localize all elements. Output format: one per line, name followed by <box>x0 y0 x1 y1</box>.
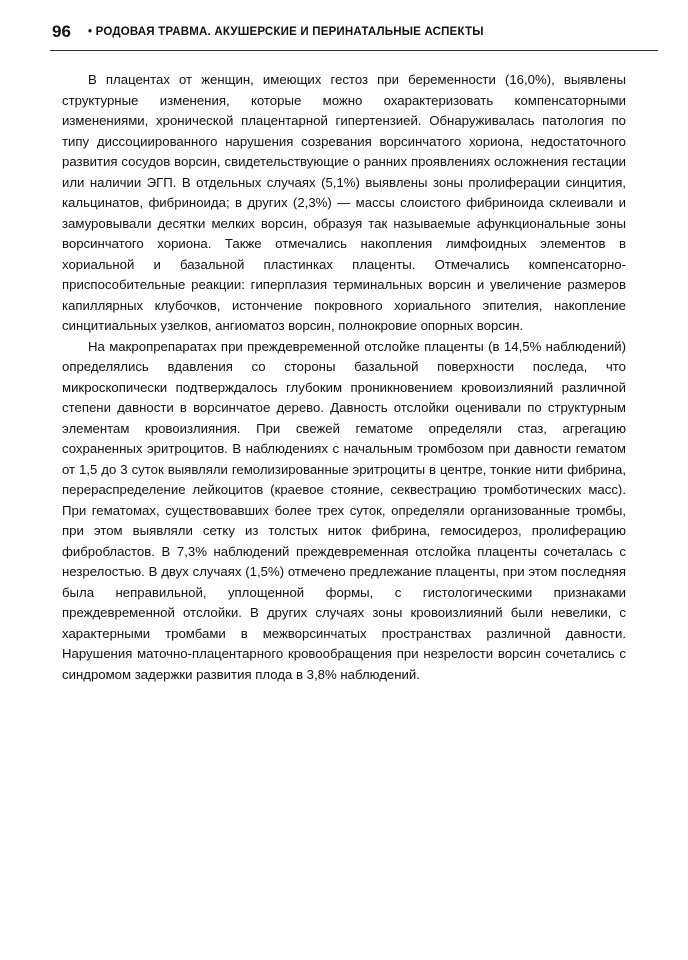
body-text <box>62 70 626 685</box>
page-number: 96 <box>52 22 71 41</box>
page-header <box>50 20 658 51</box>
paragraph-placental-abruption: На макропрепаратах при преждевременной отслойке плаценты (в 14,5% наблюдений) определялись вдавления со стороны базальной поверхности последа, что микроскопически подтверждалось глубоким проникновением кровоизлияний различной степени давности в ворсинчатое дерево. Давность отслойки оценивали по структурным элементам кровоизлияния. При свежей гематоме определяли стаз, агрегацию сохраненных эритроцитов. В наблюдениях с начальным тромбозом при давности гематом от 1,5 до 3 суток выявляли гемолизированные эритроциты в центре, тонкие нити фибрина, перераспределение лейкоцитов (краевое стояние, секвестрацию тромботических масс). При гематомах, существовавших более трех суток, определяли организованные тромбы, при этом выявляли сетку из толстых ниток фибрина, гемосидероз, пролиферацию фибробластов. В 7,3% наблюдений преждевременная отслойка плаценты сочеталась с незрелостью. В двух случаях (1,5%) отмечено предлежание плаценты, при этом последняя была неправильной, уплощенной формы, с гистологическими признаками преждевременной отслойки. В других случаях зоны кровоизлияний были невелики, с характерными тромбами в межворсинчатых пространствах различной давности. Нарушения маточно-плацентарного кровообращения при незрелости ворсин сочетались с синдромом задержки развития плода в 3,8% наблюдений. <box>62 338 626 682</box>
running-head: • РОДОВАЯ ТРАВМА. АКУШЕРСКИЕ И ПЕРИНАТАЛЬНЫЕ АСПЕКТЫ <box>88 26 484 38</box>
paragraph-gestosis: В плацентах от женщин, имеющих гестоз при беременности (16,0%), выявлены структурные изменения, которые можно охарактеризовать компенсаторными изменениями, хронической плацентарной гипертензией. Обнаруживалась патология по типу диссоциированного нарушения созревания ворсинчатого хориона, недостаточного развития сосудов ворсин, свидетельствующие о ранних проявлениях осложнения гестации или наличии ЭГП. В отдельных случаях (5,1%) выявлены зоны пролиферации синцития, кальцинатов, фибриноида; в других (2,3%) — массы слоистого фибриноида склеивали и замуровывали десятки мелких ворсин, образуя так называемые афункциональные зоны ворсинчатого хориона. Также отмечались накопления лимфоидных элементов в хориальной и базальной пластинках плаценты. Отмечались компенсаторно-приспособительные реакции: гиперплазия терминальных ворсин и увеличение размеров капиллярных клубочков, истончение покровного хориального эпителия, накопление синцитиальных узелков, ангиоматоз ворсин, полнокровие опорных ворсин. <box>62 72 626 333</box>
